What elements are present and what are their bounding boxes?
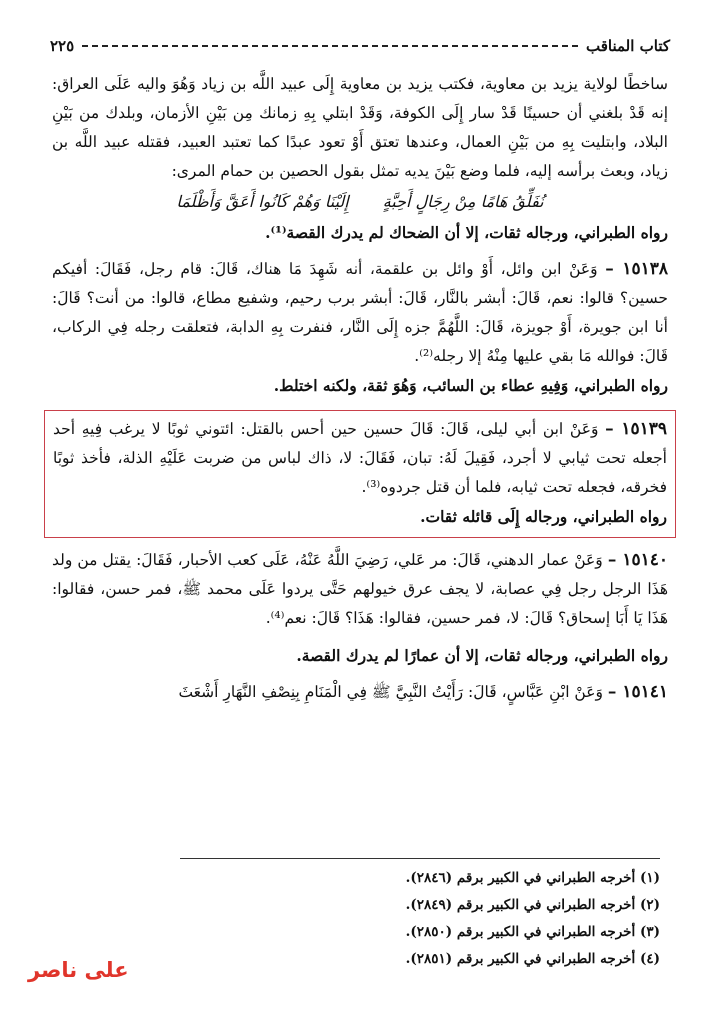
hadith-number: ١٥١٤١ – xyxy=(607,682,668,702)
page-header xyxy=(50,36,670,56)
narration-note-3: رواه الطبراني، ورجاله إِلَى قائله ثقات. xyxy=(420,507,667,526)
verse-second-hemistich: إِلَيْنَا وَهُمْ كَانُوا أَعَقَّ وَأَظْلَمَا xyxy=(176,192,349,211)
page-number: ٢٢٥ xyxy=(50,37,75,55)
footnote-1: (١) أخرجه الطبراني في الكبير برقم (٢٨٤٦). xyxy=(405,870,660,886)
header-rule xyxy=(82,45,578,47)
verse-first-hemistich: نُفَلِّقُ هَامًا مِنْ رِجَالٍ أَحِبَّةٍ xyxy=(382,192,544,211)
footnote-2: (٢) أخرجه الطبراني في الكبير برقم (٢٨٤٩). xyxy=(405,897,660,913)
watermark-signature: على ناصر xyxy=(28,958,129,982)
poetry-verse xyxy=(52,186,668,218)
hadith-number: ١٥١٤٠ – xyxy=(607,550,668,570)
running-title: كتاب المناقب xyxy=(586,37,670,55)
hadith-15138: ١٥١٣٨ – وَعَنْ ابن وائل، أَوْ وائل بن علقمة، أنه شَهِدَ مَا هناك، قَالَ: قام رجل، فَقَالَ: أفيكم حسين؟ قالوا: نعم، قَالَ: أبشر بالنَّار، قَالَ: أبشر برب رحيم، وشفيع مطاع، قالوا: من أنت؟ قَالَ: أنا ابن جويرة، أَوْ جويزة، قَالَ: اللَّهُمَّ جزه إِلَى النَّار، فنفرت بِهِ الدابة، فتعلقت رجله فِي الركاب، قَالَ: فوالله مَا بقي عليها مِنْهُ إلا رجله⁽²⁾. xyxy=(52,259,669,365)
page-body xyxy=(52,70,668,707)
hadith-15139: ١٥١٣٩ – وَعَنْ ابن أبي ليلى، قَالَ: قَالَ حسين حين أحس بالقتل: ائتوني ثوبًا لا يرغب فِيهِ أحد أجعله تحت ثيابي لا أجرد، فَقِيلَ لَهُ: تبان، فَقَالَ: لا، ذاك لباس من ضربت عَلَيْهِ الذلة، فأخذ ثوبًا فخرقه، فجعله تحت ثيابه، فلما أن قتل جردوه⁽³⁾. xyxy=(53,419,667,496)
narration-note-2: رواه الطبراني، وَفِيهِ عطاء بن السائب، وَهُوَ ثقة، ولكنه اختلط. xyxy=(273,376,668,395)
hadith-15141: ١٥١٤١ – وَعَنْ ابْنِ عَبَّاسٍ، قَالَ: رَأَيْتُ النَّبِيَّ ﷺ فِي الْمَنَامِ بِنِصْفِ النَّهَارِ أَشْعَثَ xyxy=(178,682,668,702)
narration-note-1: رواه الطبراني، ورجاله ثقات، إلا أن الضحاك لم يدرك القصة⁽¹⁾. xyxy=(265,223,668,242)
footnote-4: (٤) أخرجه الطبراني في الكبير برقم (٢٨٥١). xyxy=(405,951,660,967)
paragraph-intro: ساخطًا لولاية يزيد بن معاوية، فكتب يزيد بن معاوية إِلَى عبيد اللَّه بن زياد وَهُوَ واليه عَلَى العراق: إنه قَدْ بلغني أن حسينًا قَدْ سار إِلَى الكوفة، وَقَدْ ابتلي بِهِ زمانك مِن بَيْنِ الأزمان، وبلدك من بَيْنِ البلاد، وابتليت بِهِ من بَيْنِ العمال، وعندها تعتق أَوْ تعود عبدًا كما تعتبد العبيد، فقتله عبيد اللَّه بن زياد، وبعث برأسه إليه، فلما وضع بَيْنَ يديه تمثل بقول الحصين بن حمام المرى: xyxy=(52,75,668,180)
highlight-box xyxy=(44,410,676,538)
footnotes xyxy=(180,858,660,973)
hadith-number: ١٥١٣٨ – xyxy=(605,259,668,279)
footnote-3: (٣) أخرجه الطبراني في الكبير برقم (٢٨٥٠). xyxy=(405,924,660,940)
hadith-15140: ١٥١٤٠ – وَعَنْ عمار الدهني، قَالَ: مر عَلي، رَضِيَ اللَّهُ عَنْهُ، عَلَى كعب الأحبار، فَقَالَ: يقتل من ولد هَذَا الرجل رجل فِي عصابة، لا يجف عرق خيولهم حَتَّى يردوا عَلَى محمد ﷺ، فمر حسن، فقالوا: هَذَا يَا أَبَا إسحاق؟ قَالَ: لا، فمر حسين، فقالوا: هَذَا؟ قَالَ: نعم⁽⁴⁾. xyxy=(52,550,669,627)
hadith-number: ١٥١٣٩ – xyxy=(605,419,667,439)
narration-note-4: رواه الطبراني، ورجاله ثقات، إلا أن عمارًا لم يدرك القصة. xyxy=(296,646,668,665)
